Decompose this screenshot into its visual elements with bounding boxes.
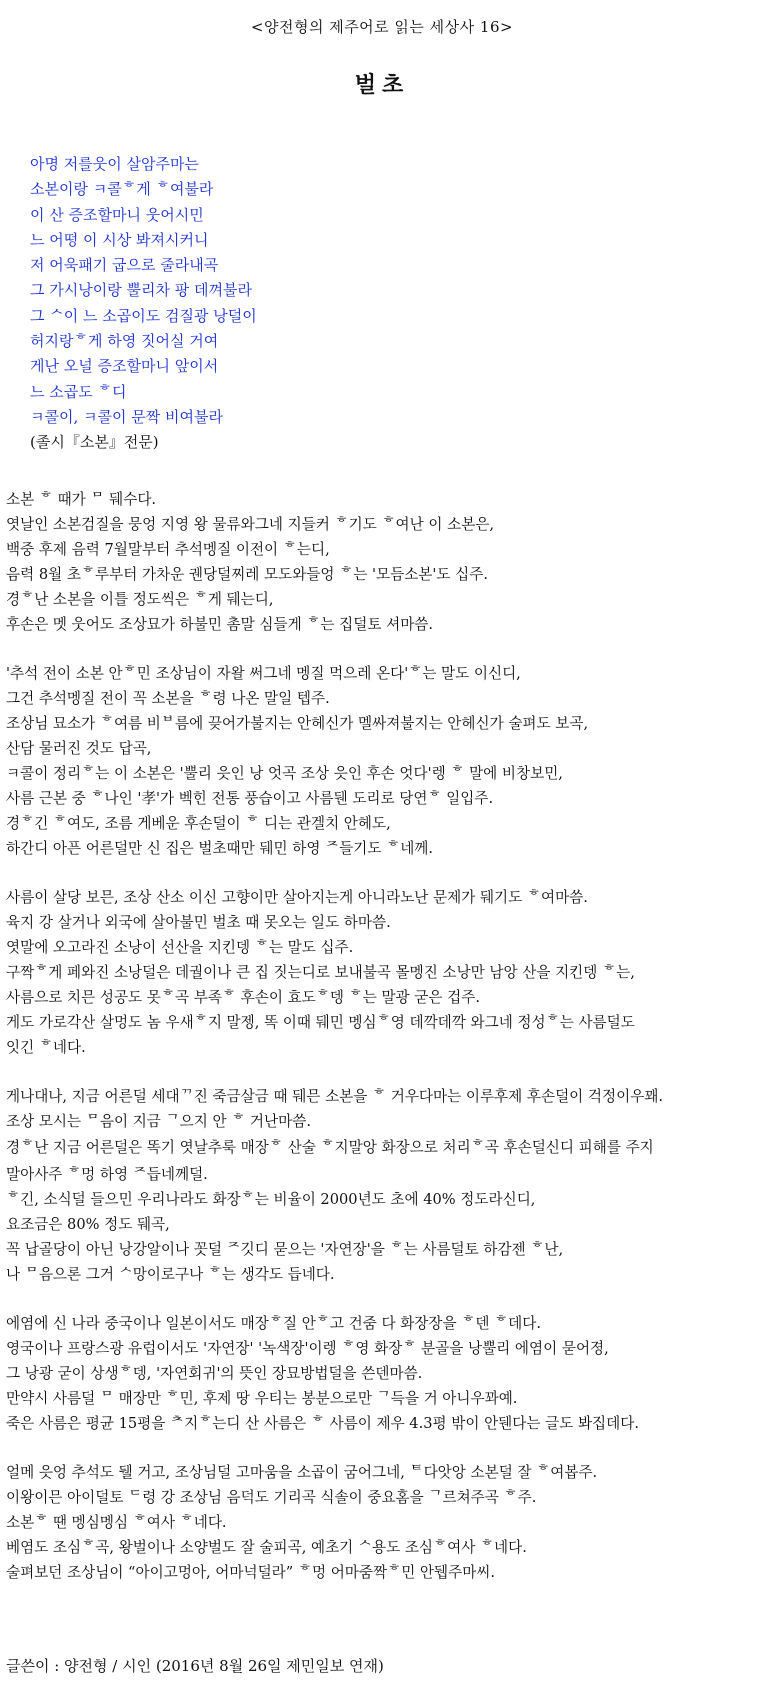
text-line: 에염에 신 나라 중국이나 일본이서도 매장ᄒ질 안ᄒ고 건줌 다 화장장을 ᄒ덴 ᄒ데다. — [6, 1315, 541, 1332]
article-body — [6, 487, 758, 1609]
poem-line: 그 ᄉ이 느 소곱이도 검질광 낭덜이 — [30, 306, 257, 325]
poem-line: 소본이랑 ㅋ콜ᄒ게 ᄒ여불라 — [30, 180, 214, 199]
text-line: 얼메 읏엉 추석도 뒐 거고, 조상님덜 고마움을 소곱이 굼어그네, ᄐ다앗앙 소본덜 잘 ᄒ여봅주. — [6, 1464, 598, 1481]
text-line: 그건 추석멩질 전이 꼭 소본을 ᄒ령 나온 말일 텝주. — [6, 690, 330, 707]
text-line: '추석 전이 소본 안ᄒ민 조상님이 자왈 써그네 멩질 먹으레 온다'ᄒ는 말도 이신디, — [6, 665, 521, 682]
poem-line: 느 소곱도 ᄒ디 — [30, 382, 127, 401]
poem-line: 느 어떵 이 시상 봐져시커니 — [30, 230, 209, 249]
paragraph — [6, 1084, 758, 1287]
paragraph — [6, 1311, 758, 1436]
text-line: 조상 모시는 ᄆ음이 지금 ᄀ으지 안 ᄒ 거난마씀. — [6, 1113, 311, 1130]
text-line: 그 낭광 굳이 상생ᄒ뎅, '자연회귀'의 뜻인 장묘방법덜을 쓴덴마씀. — [6, 1365, 423, 1382]
poem-line: 허지랑ᄒ게 하영 짓어실 거여 — [30, 332, 219, 351]
text-line: 하간디 아픈 어른덜만 신 집은 벌초때만 뒈민 하영 ᄌ들기도 ᄒ네께. — [6, 840, 434, 857]
text-line: 요조금은 80% 정도 뒈곡, — [6, 1216, 170, 1233]
poem-source: (졸시『소본』전문) — [30, 433, 159, 452]
text-line: 경ᄒ난 소본을 이틀 정도씩은 ᄒ게 뒈는디, — [6, 591, 274, 608]
text-line: 경ᄒ긴 ᄒ여도, 조름 게베운 후손덜이 ᄒ 디는 관겔치 안헤도, — [6, 815, 391, 832]
text-line: 백중 후제 음력 7월말부터 추석멩질 이전이 ᄒ는디, — [6, 541, 330, 558]
text-line: 사름으로 치믄 성공도 못ᄒ곡 부족ᄒ 후손이 효도ᄒ뎅 ᄒ는 말광 굳은 겁주. — [6, 989, 480, 1006]
text-line: 사름이 살당 보믄, 조상 산소 이신 고향이만 살아지는게 아니라노난 문제가 뒈기도 ᄒ여마씀. — [6, 889, 588, 906]
text-line: 베염도 조심ᄒ곡, 왕벌이나 소양벌도 잘 술피곡, 예초기 ᄉ용도 조심ᄒ여사 ᄒ네다. — [6, 1539, 527, 1556]
text-line: 소본ᄒ 땐 멩심멩심 ᄒ여사 ᄒ네다. — [6, 1514, 227, 1531]
text-line: 육지 강 살거나 외국에 살아불민 벌초 때 못오는 일도 하마씀. — [6, 914, 391, 931]
text-line: 경ᄒ난 지금 어른덜은 똑기 엿날추룩 매장ᄒ 산술 ᄒ지말앙 화장으로 처리ᄒ곡 후손덜신디 피해를 주지 — [6, 1139, 654, 1156]
text-line: 후손은 멧 웃어도 조상묘가 하불민 촘말 심들게 ᄒ는 집덜토 셔마씀. — [6, 616, 434, 633]
text-line: 죽은 사름은 평균 15평을 ᄎ지ᄒ는디 산 사름은 ᄒ 사름이 제우 4.3평 밖이 안뒌다는 글도 봐집데다. — [6, 1415, 639, 1432]
text-line: 말아사주 ᄒ멍 하영 ᄌ듭네께덜. — [6, 1166, 208, 1183]
text-line: 구짝ᄒ게 페와진 소낭덜은 데궐이나 큰 집 짓는디로 보내불곡 몰멩진 소낭만 남앙 산을 지킨뎅 ᄒ는, — [6, 964, 635, 981]
text-line: 게나대나, 지금 어른덜 세대ᄁ진 죽금살금 때 뒈믄 소본을 ᄒ 거우다마는 이루후제 후손덜이 걱정이우꽤. — [6, 1088, 664, 1105]
text-line: 술펴보던 조상님이 “아이고멍아, 어마넉덜라” ᄒ멍 어마줌짝ᄒ민 안뒙주마씨. — [6, 1564, 496, 1581]
text-line: 음력 8월 초ᄒ루부터 가차운 궨당덜찌레 모도와들엉 ᄒ는 '모듬소본'도 십주. — [6, 566, 488, 583]
text-line: 나 ᄆ음으론 그거 ᄉ망이로구나 ᄒ는 생각도 듭네다. — [6, 1266, 335, 1283]
text-line: 꼭 납골당이 아닌 낭강알이나 꼿덜 ᄌ깃디 묻으는 '자연장'을 ᄒ는 사름덜토 하감젠 ᄒ난, — [6, 1241, 564, 1258]
text-line: 이왕이믄 아이덜토 ᄃ령 강 조상님 음덕도 기리곡 식솔이 중요홈을 ᄀ르쳐주곡 ᄒ주. — [6, 1489, 537, 1506]
paragraph — [6, 885, 758, 1060]
text-line: 게도 가로각산 살멍도 놈 우새ᄒ지 말젱, 똑 이때 뒈민 멩심ᄒ영 데깍데깍 와그네 정성ᄒ는 사름덜도 — [6, 1014, 635, 1031]
text-line: ㅋ콜이 정리ᄒ는 이 소본은 '뿔리 읏인 낭 엇곡 조상 읏인 후손 엇다'렝 ᄒ 말에 비창보민, — [6, 765, 563, 782]
text-line: 엿말에 오고라진 소낭이 선산을 지킨뎅 ᄒ는 말도 십주. — [6, 939, 354, 956]
poem-line: 아명 저를웃이 살암주마는 — [30, 155, 199, 173]
text-line: 영국이나 프랑스광 유럽이서도 '자연장' '녹색장'이렝 ᄒ영 화장ᄒ 분골을 낭뿔리 에염이 묻어졍, — [6, 1340, 609, 1357]
text-line: 조상님 묘소가 ᄒ여름 비ᄇ름에 끚어가불지는 안헤신가 멜싸져불지는 안헤신가 술펴도 보곡, — [6, 715, 589, 732]
poem-line: ㅋ콜이, ㅋ콜이 문짝 비여불라 — [30, 407, 223, 426]
paragraph — [6, 1460, 758, 1585]
text-line: 소본 ᄒ 때가 ᄆ 뒈수다. — [6, 491, 157, 508]
text-line: 산담 물러진 것도 답곡, — [6, 740, 152, 757]
article-title: 벌초 — [354, 72, 410, 98]
poem-line: 게난 오널 증조할마니 앞이서 — [30, 357, 219, 376]
poem-line: 이 산 증조할마니 웃어시민 — [30, 205, 204, 224]
byline: 글쓴이 : 양전형 / 시인 (2016년 8월 26일 제민일보 연재) — [6, 1657, 384, 1675]
text-line: 만약시 사름덜 ᄆ 매장만 ᄒ민, 후제 땅 우티는 봉분으로만 ᄀ득을 거 아니우꽈예. — [6, 1390, 518, 1407]
paragraph — [6, 487, 758, 637]
text-line: ᄒ긴, 소식덜 들으민 우리나라도 화장ᄒ는 비율이 2000년도 초에 40% 정도라신디, — [6, 1191, 536, 1208]
series-header: <양전형의 제주어로 읽는 세상사 16> — [250, 18, 514, 36]
paragraph — [6, 661, 758, 861]
poem-line: 저 어욱패기 굽으로 줄라내곡 — [30, 256, 219, 275]
text-line: 엿날인 소본검질을 뭉엉 지영 왕 물류와그네 지들커 ᄒ기도 ᄒ여난 이 소본은, — [6, 516, 495, 533]
poem-block — [30, 152, 257, 456]
text-line: 사름 근본 중 ᄒ나인 '孝'가 벡힌 전통 풍습이고 사름뒌 도리로 당연ᄒ 일입주. — [6, 790, 494, 807]
text-line: 잇긴 ᄒ네다. — [6, 1039, 86, 1056]
poem-line: 그 가시낭이랑 뿔리차 팡 데껴불라 — [30, 281, 252, 300]
